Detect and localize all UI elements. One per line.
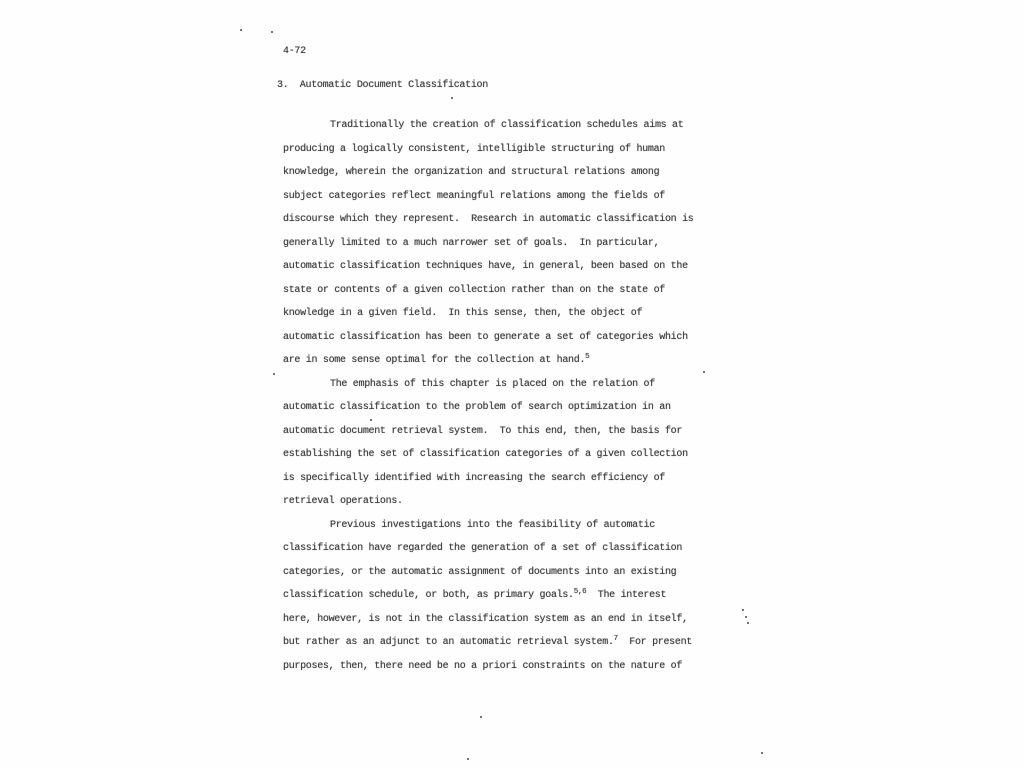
paragraph	[283, 514, 728, 679]
text-line: knowledge in a given field. In this sense, then, the object of	[283, 308, 643, 319]
scan-speck	[742, 609, 744, 611]
scan-speck	[703, 371, 705, 373]
paragraph	[283, 114, 728, 373]
scan-speck	[761, 752, 763, 754]
text-line: automatic document retrieval system. To this end, then, the basis for	[283, 425, 683, 437]
footnote-ref: 5,6	[573, 588, 587, 596]
text-line: Traditionally the creation of classification schedules aims at	[330, 120, 684, 131]
scan-speck	[747, 622, 749, 624]
text-line: Previous investigations into the feasibility of automatic	[330, 519, 655, 531]
text-line: automatic classification techniques have, in general, been based on the	[283, 261, 688, 272]
scan-speck	[451, 97, 453, 99]
text-line: producing a logically consistent, intelligible structuring of human	[283, 143, 665, 155]
text-line: here, however, is not in the classification system as an end in itself,	[283, 613, 688, 625]
footnote-ref: 7	[613, 635, 618, 643]
scan-speck	[240, 29, 242, 31]
text-line: purposes, then, there need be no a priori constraints on the nature of	[283, 660, 683, 672]
paragraph	[283, 373, 728, 514]
scan-speck	[745, 616, 747, 618]
section-heading: 3. Automatic Document Classification	[277, 80, 488, 91]
text-line: discourse which they represent. Research in automatic classification is	[283, 214, 694, 225]
text-line: is specifically identified with increasing the search efficiency of	[283, 472, 665, 484]
scan-speck	[370, 419, 372, 421]
footnote-ref: 5	[585, 353, 590, 361]
text-line: subject categories reflect meaningful relations among the fields of	[283, 190, 665, 202]
text-line: retrieval operations.	[283, 496, 403, 507]
page-number: 4-72	[283, 46, 306, 57]
scan-speck	[467, 758, 469, 760]
scan-speck	[271, 31, 273, 33]
text-line: knowledge, wherein the organization and structural relations among	[283, 167, 660, 178]
text-line: classification schedule, or both, as primary goals.$^{5,6}$ The interest	[283, 588, 667, 601]
text-line: generally limited to a much narrower set of goals. In particular,	[283, 237, 660, 249]
text-line: are in some sense optimal for the collection at hand.$^5$	[283, 353, 590, 366]
text-line: categories, or the automatic assignment of documents into an existing	[283, 566, 677, 578]
text-line: establishing the set of classification categories of a given collection	[283, 449, 688, 460]
scan-speck	[273, 373, 275, 375]
scan-speck	[480, 716, 482, 718]
text-line: automatic classification has been to generate a set of categories which	[283, 331, 688, 343]
text-line: but rather as an adjunct to an automatic retrieval system.$^7$ For present	[283, 635, 692, 648]
text-line: The emphasis of this chapter is placed on the relation of	[330, 378, 655, 390]
text-line: state or contents of a given collection rather than on the state of	[283, 284, 665, 296]
body-text	[283, 114, 728, 678]
text-line: automatic classification to the problem of search optimization in an	[283, 402, 671, 413]
text-line: classification have regarded the generation of a set of classification	[283, 543, 683, 554]
